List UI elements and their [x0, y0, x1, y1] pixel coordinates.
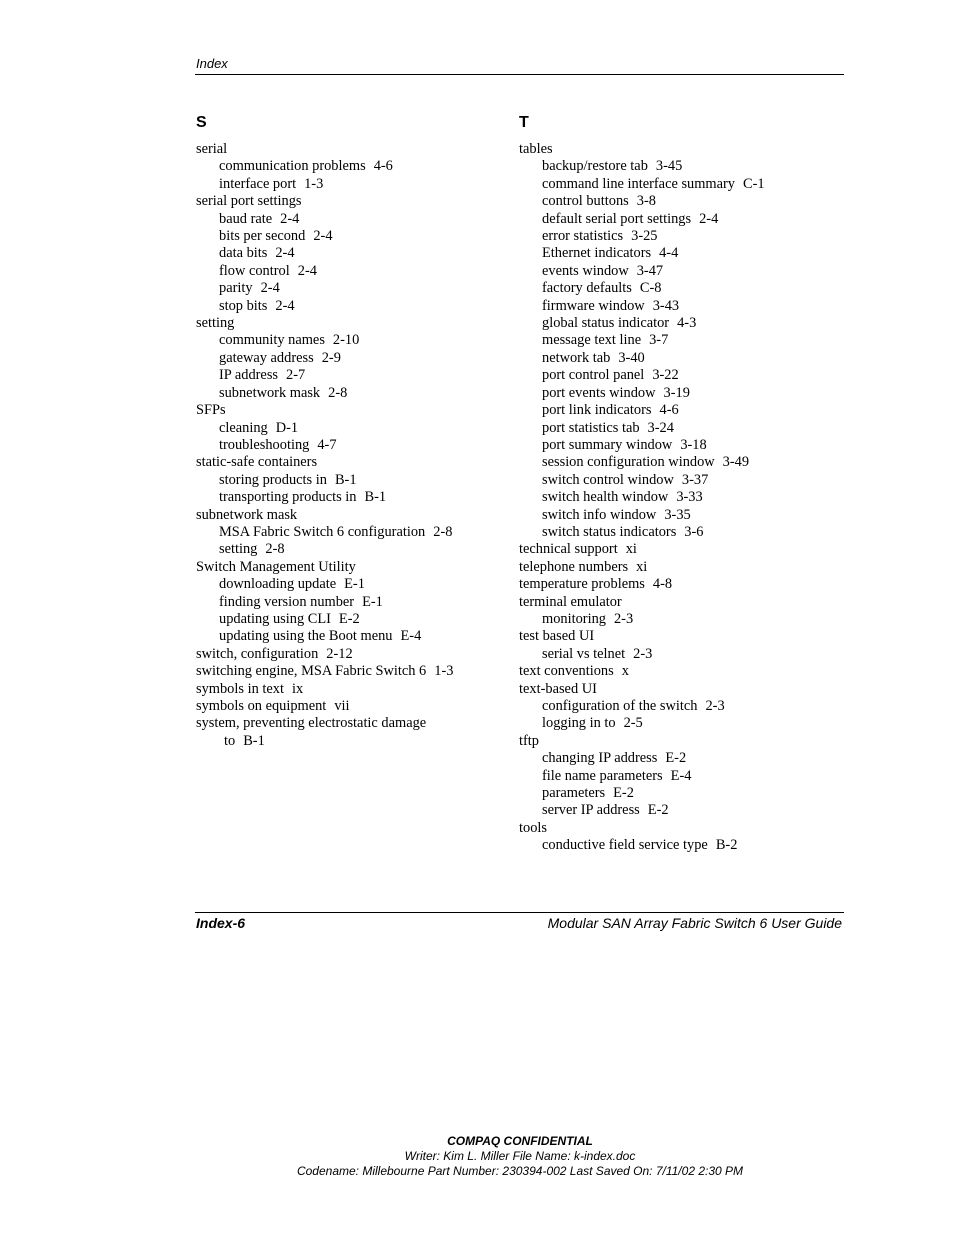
entry-page-ref: 3-49 — [722, 454, 750, 471]
entry-term: symbols on equipment — [196, 698, 327, 714]
index-subentry — [196, 541, 506, 558]
entry-page-ref: E-2 — [338, 610, 360, 627]
entry-page-ref: 3-25 — [631, 228, 658, 245]
book-title: Modular SAN Array Fabric Switch 6 User Guide — [547, 915, 842, 931]
footer-rule — [195, 912, 844, 913]
entry-term: tables — [519, 141, 553, 157]
index-subentry — [519, 489, 844, 506]
entry-term: communication problems — [219, 158, 366, 175]
entry-term: SFPs — [196, 402, 226, 419]
index-entry — [196, 193, 506, 210]
entry-page-ref: 3-33 — [676, 489, 703, 506]
index-subentry — [196, 437, 506, 454]
entry-term: factory defaults — [542, 280, 632, 297]
entry-term: interface port — [219, 175, 297, 192]
entry-term: configuration of the switch — [542, 698, 698, 714]
entry-page-ref: 3-19 — [663, 384, 690, 401]
entry-page-ref: 2-3 — [613, 610, 634, 627]
entry-page-ref: 2-7 — [286, 367, 306, 384]
entry-page-ref: B-2 — [715, 837, 738, 854]
index-subentry — [196, 489, 506, 506]
entry-term: Switch Management Utility — [196, 558, 356, 575]
entry-page-ref: 3-8 — [636, 193, 656, 210]
entry-term: downloading update — [219, 576, 337, 593]
index-subentry — [519, 611, 844, 628]
entry-term: switch control window — [542, 471, 674, 488]
entry-term: port events window — [542, 384, 656, 401]
entry-term: changing IP address — [542, 750, 658, 767]
index-subentry — [196, 298, 506, 315]
entry-term: to — [224, 732, 236, 749]
entry-term: text conventions — [519, 663, 614, 680]
entry-term: parity — [219, 280, 253, 297]
entry-term: MSA Fabric Switch 6 configuration — [219, 523, 426, 540]
index-subentry — [519, 332, 844, 349]
page-number: Index-6 — [196, 915, 246, 931]
index-entry — [196, 454, 506, 471]
entry-term: command line interface summary — [542, 175, 736, 192]
entry-page-ref: 2-12 — [326, 645, 353, 662]
entry-page-ref: E-2 — [613, 785, 634, 802]
entry-page-ref: E-4 — [670, 767, 692, 784]
index-entry — [196, 698, 506, 715]
entry-term: storing products in — [219, 471, 327, 488]
index-subentry — [519, 228, 844, 245]
entry-term: file name parameters — [542, 767, 663, 784]
index-column-s — [196, 113, 506, 750]
entry-term: flow control — [219, 262, 290, 279]
index-subentry — [519, 298, 844, 315]
entry-term: cleaning — [219, 419, 268, 436]
entry-page-ref: 2-4 — [699, 210, 719, 227]
entry-page-ref: 2-3 — [633, 645, 653, 662]
index-subentry — [519, 472, 844, 489]
index-subentry — [519, 785, 844, 802]
entry-term: switching engine, MSA Fabric Switch 6 — [196, 663, 427, 680]
index-continuation — [196, 733, 506, 750]
entry-term: baud rate — [219, 210, 273, 227]
index-subentry — [519, 193, 844, 210]
entry-page-ref: 3-24 — [647, 419, 674, 436]
entry-term: port control panel — [542, 367, 645, 384]
index-subentry — [196, 263, 506, 280]
entry-page-ref: 2-4 — [275, 245, 295, 262]
entry-term: backup/restore tab — [542, 158, 648, 175]
entry-page-ref: B-1 — [334, 471, 357, 488]
index-subentry — [196, 280, 506, 297]
index-subentry — [519, 698, 844, 715]
index-subentry — [519, 750, 844, 767]
entry-term: serial vs telnet — [542, 645, 626, 662]
entry-page-ref: ix — [291, 680, 304, 697]
entry-page-ref: 3-6 — [684, 523, 704, 540]
entry-page-ref: 2-10 — [332, 332, 360, 349]
entry-term: control buttons — [542, 193, 629, 210]
entry-term: symbols in text — [196, 680, 284, 697]
entry-page-ref: 2-9 — [321, 349, 341, 366]
entry-term: switch status indicators — [542, 523, 677, 540]
entry-page-ref: 4-4 — [659, 245, 679, 262]
index-column-t — [519, 113, 844, 855]
index-subentry — [196, 211, 506, 228]
entry-term: text-based UI — [519, 680, 597, 697]
entry-term: conductive field service type — [542, 837, 708, 854]
entry-term: technical support — [519, 541, 618, 558]
index-subentry — [519, 350, 844, 367]
entry-page-ref: xi — [636, 558, 648, 575]
entry-term: terminal emulator — [519, 593, 622, 610]
index-subentry — [196, 611, 506, 628]
index-subentry — [519, 524, 844, 541]
confidential-title: COMPAQ CONFIDENTIAL — [447, 1134, 593, 1148]
writer-line: Writer: Kim L. Miller File Name: k-index.doc — [404, 1149, 636, 1163]
entry-term: gateway address — [219, 349, 314, 366]
entry-term: port link indicators — [542, 402, 652, 419]
entry-term: static-safe containers — [196, 454, 318, 471]
entry-term: stop bits — [219, 297, 268, 314]
index-entry — [519, 820, 844, 837]
entry-page-ref: 4-6 — [659, 402, 679, 419]
entry-term: switch info window — [542, 506, 657, 523]
index-entry — [196, 141, 506, 158]
entry-term: serial port settings — [196, 193, 302, 210]
entry-term: parameters — [542, 785, 606, 802]
index-subentry — [196, 594, 506, 611]
entry-term: serial — [196, 141, 228, 157]
index-subentry — [519, 420, 844, 437]
index-subentry — [519, 158, 844, 175]
entry-page-ref: 2-8 — [433, 523, 453, 540]
entry-term: temperature problems — [519, 576, 645, 593]
index-subentry — [196, 367, 506, 384]
index-subentry — [196, 245, 506, 262]
entry-term: setting — [219, 541, 258, 558]
entry-term: server IP address — [542, 802, 640, 819]
entry-page-ref: 2-5 — [623, 715, 643, 732]
index-entry — [519, 559, 844, 576]
index-entry — [519, 594, 844, 611]
index-subentry — [519, 507, 844, 524]
entry-page-ref: 4-8 — [652, 576, 673, 593]
entry-page-ref: vii — [334, 698, 350, 714]
index-entry — [196, 559, 506, 576]
index-entry — [519, 681, 844, 698]
index-subentry — [519, 646, 844, 663]
index-subentry — [519, 715, 844, 732]
entry-term: test based UI — [519, 628, 595, 645]
entry-page-ref: x — [621, 663, 629, 680]
index-subentry — [196, 576, 506, 593]
entry-term: default serial port settings — [542, 210, 692, 227]
entry-page-ref: E-2 — [647, 802, 669, 819]
index-subentry — [519, 280, 844, 297]
index-subentry — [519, 454, 844, 471]
entry-page-ref: C-1 — [743, 175, 765, 192]
index-entry — [196, 663, 506, 680]
entry-page-ref: 2-8 — [328, 384, 348, 401]
index-subentry — [196, 176, 506, 193]
confidential-block — [0, 1134, 954, 1179]
entry-page-ref: 4-6 — [373, 158, 393, 175]
entry-page-ref: 4-3 — [677, 315, 697, 332]
entry-term: troubleshooting — [219, 436, 310, 453]
index-subentry — [519, 802, 844, 819]
entry-term: switch health window — [542, 489, 669, 506]
index-entry — [196, 315, 506, 332]
entry-term: error statistics — [542, 228, 624, 245]
index-subentry — [519, 367, 844, 384]
entry-term: transporting products in — [219, 489, 357, 506]
entry-page-ref: 3-45 — [655, 158, 683, 175]
index-subentry — [196, 628, 506, 645]
index-entry — [196, 681, 506, 698]
index-subentry — [196, 332, 506, 349]
entry-term: updating using CLI — [219, 610, 331, 627]
index-entry — [519, 733, 844, 750]
running-head: Index — [196, 56, 228, 71]
index-entry — [196, 507, 506, 524]
index-subentry — [196, 350, 506, 367]
entry-term: events window — [542, 262, 629, 279]
entry-term: community names — [219, 332, 325, 349]
entry-page-ref: E-4 — [400, 628, 422, 645]
entry-page-ref: xi — [625, 541, 637, 558]
entry-term: Ethernet indicators — [542, 245, 652, 262]
entry-term: switch, configuration — [196, 645, 319, 662]
index-entry — [519, 628, 844, 645]
entry-term: tftp — [519, 732, 539, 749]
index-subentry — [519, 385, 844, 402]
entry-page-ref: 3-7 — [649, 332, 669, 349]
section-letter-s: S — [196, 114, 207, 131]
header-rule — [195, 74, 844, 75]
entry-page-ref: B-1 — [243, 732, 265, 749]
entry-term: network tab — [542, 349, 611, 366]
entry-term: setting — [196, 315, 235, 332]
entry-list-s — [196, 141, 506, 750]
entry-page-ref: 3-22 — [652, 367, 679, 384]
entry-term: system, preventing electrostatic damage — [196, 715, 427, 732]
index-entry — [519, 541, 844, 558]
index-entry — [196, 715, 506, 732]
entry-page-ref: B-1 — [364, 489, 387, 506]
entry-page-ref: 3-43 — [652, 297, 680, 314]
index-entry — [196, 646, 506, 663]
entry-page-ref: 4-7 — [317, 436, 337, 453]
index-subentry — [519, 211, 844, 228]
entry-page-ref: E-2 — [665, 750, 687, 767]
entry-page-ref: 3-18 — [680, 436, 707, 453]
entry-term: logging in to — [542, 715, 616, 732]
entry-page-ref: 3-35 — [664, 506, 691, 523]
entry-term: tools — [519, 819, 547, 836]
index-subentry — [196, 228, 506, 245]
index-subentry — [196, 472, 506, 489]
entry-page-ref: 2-3 — [705, 698, 725, 714]
entry-term: port statistics tab — [542, 419, 640, 436]
index-subentry — [519, 315, 844, 332]
entry-term: IP address — [219, 367, 279, 384]
entry-term: global status indicator — [542, 315, 670, 332]
index-subentry — [196, 385, 506, 402]
index-subentry — [519, 402, 844, 419]
entry-term: monitoring — [542, 610, 606, 627]
entry-page-ref: 1-3 — [304, 175, 324, 192]
index-entry — [519, 141, 844, 158]
entry-page-ref: E-1 — [344, 576, 365, 593]
index-entry — [519, 663, 844, 680]
index-entry — [519, 576, 844, 593]
entry-term: bits per second — [219, 228, 306, 245]
entry-term: telephone numbers — [519, 558, 629, 575]
index-subentry — [196, 524, 506, 541]
entry-page-ref: 2-8 — [265, 541, 285, 558]
entry-page-ref: 2-4 — [297, 262, 317, 279]
entry-term: subnetwork mask — [219, 384, 321, 401]
index-subentry — [519, 176, 844, 193]
entry-term: message text line — [542, 332, 642, 349]
entry-term: finding version number — [219, 593, 355, 610]
entry-term: firmware window — [542, 297, 645, 314]
index-entry — [196, 402, 506, 419]
entry-term: port summary window — [542, 436, 673, 453]
entry-page-ref: 2-4 — [275, 297, 295, 314]
entry-list-t — [519, 141, 844, 855]
codename-line: Codename: Millebourne Part Number: 230394-002 Last Saved On: 7/11/02 2:30 PM — [296, 1164, 744, 1178]
index-subentry — [519, 768, 844, 785]
entry-page-ref: D-1 — [275, 419, 299, 436]
index-subentry — [519, 263, 844, 280]
entry-page-ref: 3-37 — [681, 471, 709, 488]
section-letter-t: T — [519, 114, 529, 131]
index-subentry — [519, 245, 844, 262]
entry-term: session configuration window — [542, 454, 715, 471]
index-subentry — [519, 437, 844, 454]
index-subentry — [196, 158, 506, 175]
entry-page-ref: 2-4 — [280, 210, 300, 227]
entry-term: data bits — [219, 245, 268, 262]
entry-page-ref: 1-3 — [434, 663, 454, 680]
entry-page-ref: 2-4 — [260, 280, 280, 297]
index-subentry — [519, 837, 844, 854]
entry-term: updating using the Boot menu — [219, 628, 393, 645]
entry-page-ref: 3-40 — [618, 349, 645, 366]
entry-page-ref: C-8 — [639, 280, 662, 297]
entry-page-ref: 3-47 — [636, 262, 664, 279]
entry-page-ref: E-1 — [362, 593, 383, 610]
entry-page-ref: 2-4 — [313, 228, 333, 245]
entry-term: subnetwork mask — [196, 506, 298, 523]
index-subentry — [196, 420, 506, 437]
